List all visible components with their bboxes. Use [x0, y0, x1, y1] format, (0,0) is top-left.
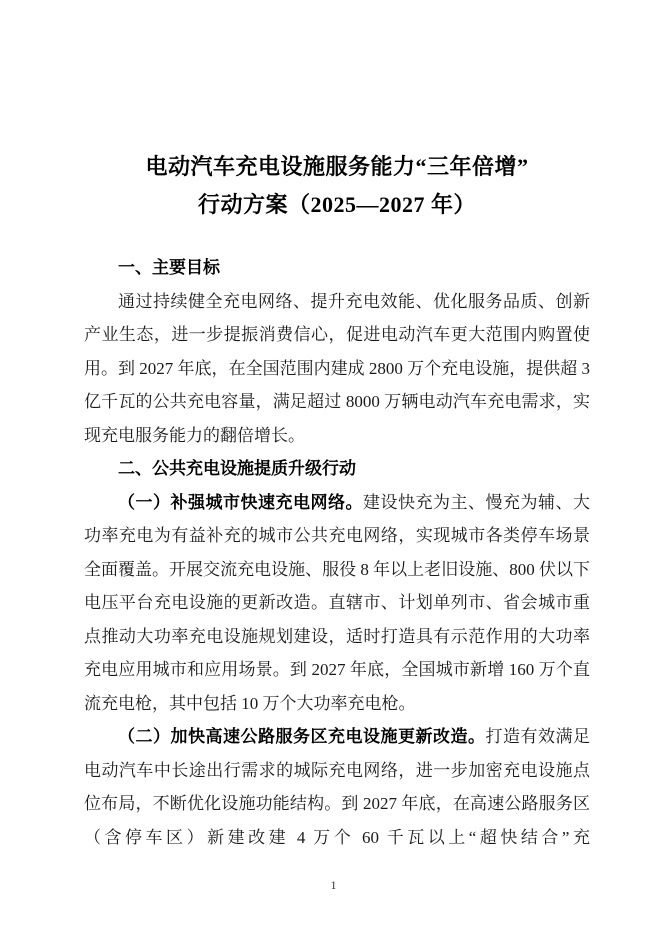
paragraph-lead-city-fast-charging: （一）补强城市快速充电网络。: [118, 492, 363, 512]
paragraph-body-highway-service-area: 打造有效满足电动汽车中长途出行需求的城际充电网络，进一步加密充电设施点位布局，不断优化设施功能结构。到 2027 年底，在高速公路服务区（含停车区）新建改建 4 万个 60 千瓦以上“超快结合”充: [84, 727, 590, 847]
section-heading-public-charging-upgrade: 二、公共充电设施提质升级行动: [118, 459, 356, 478]
document-title: [84, 148, 590, 224]
paragraph-highway-service-area: [84, 720, 590, 854]
paragraph-lead-highway-service-area: （二）加快高速公路服务区充电设施更新改造。: [118, 727, 486, 746]
document-title-line-2: 行动方案（2025—2027 年）: [197, 192, 476, 217]
document-body: [84, 251, 590, 854]
section-heading-main-goals: 一、主要目标: [118, 258, 220, 277]
paragraph-body-city-fast-charging: 建设快充为主、慢充为辅、大功率充电为有益补充的城市公共充电网络，实现城市各类停车场景全面覆盖。开展交流充电设施、服役 8 年以上老旧设施、800 伏以下电压平台充电设施的更新改造。直辖市、计划单列市、省会城市重点推动大功率充电设施规划建设，适时打造具有示范作用的大功率充电应用城市和应用场景。到 2027 年底，全国城市新增 160 万个直流充电枪，其中包括 10 万个大功率充电枪。: [84, 492, 590, 713]
paragraph-main-goals: 通过持续健全充电网络、提升充电效能、优化服务品质、创新产业生态，进一步提振消费信心，促进电动汽车更大范围内购置使用。到 2027 年底，在全国范围内建成 2800 万个充电设施，提供超 3 亿千瓦的公共充电容量，满足超过 8000 万辆电动汽车充电需求，实现充电服务能力的翻倍增长。: [84, 291, 590, 445]
document-title-line-1: 电动汽车充电设施服务能力“三年倍增”: [145, 154, 529, 179]
paragraph-city-fast-charging: [84, 486, 590, 721]
page-number: 1: [330, 878, 337, 892]
